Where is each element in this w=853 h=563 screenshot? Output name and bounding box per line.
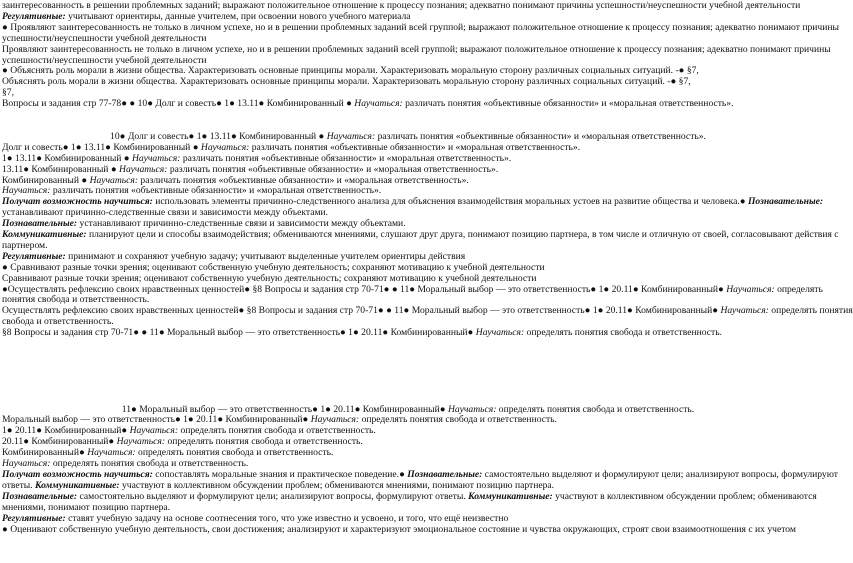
text-line: 11● Моральный выбор — это ответственность● 1● 20.11● Комбинированный● Научаться: определять понятия свобода и ответственность. — [121, 403, 695, 415]
text-line: §8 Вопросы и задания стр 70-71● ● 11● Моральный выбор — это ответственность● 1● 20.11● Комбинированный● Научаться: определять понятия свобода и ответственность. — [2, 327, 722, 339]
text-line: Регулятивные: принимают и сохраняют учебную задачу; учитывают выделенные учителем ориентиры действия — [2, 250, 466, 262]
text-line — [2, 361, 814, 372]
text-line: Коммуникативные: планируют цели и способы взаимодействия; обмениваются мнениями, слушают друг друга, понимают позицию партнера, в том числе и отличную от своей, согласовывают действия с — [2, 229, 839, 241]
text-line: ● Объяснять роль морали в жизни общества. Характеризовать основные принципы морали. Характеризовать моральную сторону различных социальных ситуаций. -● §7, — [2, 65, 699, 77]
text-line: заинтересованность в решении проблемных заданий; выражают положительное отношение к процессу познания; адекватно понимают причины успешности/неуспешности учебной деятельности — [2, 0, 801, 11]
text-line: Регулятивные: ставят учебную задачу на основе соотнесения того, что уже известно и усвоено, и того, что ещё неизвестно — [2, 512, 509, 524]
text-line: Познавательные: самостоятельно выделяют и формулируют цели; анализируют вопросы, формулируют ответы. Коммуникативные: участвуют в коллективном обсуждении проблем; обмениваются — [2, 490, 817, 502]
text-line: 13.11● Комбинированный ● Научаться: различать понятия «объективные обязанности» и «моральная ответственность». — [2, 163, 499, 175]
text-line — [2, 372, 814, 383]
text-line: устанавливают причинно-следственные связи и зависимости между объектами. — [2, 207, 329, 219]
text-line: Получат возможность научиться: сопоставлять моральные знания и практическое поведение.● Познавательные: самостоятельно выделяют и формулируют цели; анализируют вопросы, формулируют — [2, 468, 838, 480]
text-line — [2, 339, 814, 350]
text-line: ● Сравнивают разные точки зрения; оценивают собственную учебную деятельность; сохраняют мотивацию к учебной деятельности — [2, 261, 545, 273]
text-line: Получат возможность научиться: использовать элементы причинно-следственного анализа для объяснения взаимодействия моральных устоев на развитие общества и человека.● Познавательные: — [2, 196, 824, 208]
text-line: понятия свобода и ответственность. — [2, 294, 150, 306]
text-line: 1● 20.11● Комбинированный● Научаться: определять понятия свобода и ответственность. — [2, 425, 376, 437]
text-line: Долг и совесть● 1● 13.11● Комбинированный ● Научаться: различать понятия «объективные обязанности» и «моральная ответственность». — [2, 141, 581, 153]
text-line: Комбинированный ● Научаться: различать понятия «объективные обязанности» и «моральная ответственность». — [2, 174, 469, 186]
text-line — [2, 394, 814, 405]
text-line — [2, 350, 814, 361]
text-line: Сравнивают разные точки зрения; оценивают собственную учебную деятельность; сохраняют мотивацию к учебной деятельности — [2, 272, 537, 284]
text-line: 20.11● Комбинированный● Научаться: определять понятия свобода и ответственность. — [2, 436, 363, 448]
text-line: 10● Долг и совесть● 1● 13.11● Комбинированный ● Научаться: различать понятия «объективные обязанности» и «моральная ответственность». — [110, 130, 706, 142]
text-line — [2, 383, 814, 394]
text-line: ● Проявляют заинтересованность не только в личном успехе, но и в решении проблемных заданий всей группой; выражают положительное отношение к процессу познания; адекватно понимают причины — [2, 21, 839, 33]
text-line: Проявляют заинтересованность не только в личном успехе, но и в решении проблемных заданий всей группой; выражают положительное отношение к процессу познания; адекватно понимают причины — [2, 43, 831, 55]
text-line: §7, — [2, 87, 14, 99]
text-line: ●Осуществлять рефлексию своих нравственных ценностей● §8 Вопросы и задания стр 70-71● ● 11● Моральный выбор — это ответственность● 1● 20.11● Комбинированный● Научаться: определять — [2, 283, 823, 295]
text-line: Вопросы и задания стр 77-78● ● 10● Долг и совесть● 1● 13.11● Комбинированный ● Научаться: различать понятия «объективные обязанности» и «моральная ответственность». — [2, 98, 734, 110]
text-line: Объяснять роль морали в жизни общества. Характеризовать основные принципы морали. Характеризовать моральную сторону различных социальных ситуаций. -● §7, — [2, 76, 691, 88]
text-line: 1● 13.11● Комбинированный ● Научаться: различать понятия «объективные обязанности» и «моральная ответственность». — [2, 152, 512, 164]
text-line: успешности/неуспешности учебной деятельности — [2, 32, 207, 44]
text-line: Научаться: определять понятия свобода и ответственность. — [2, 458, 249, 470]
text-line: Регулятивные: учитывают ориентиры, данные учителем, при освоении нового учебного материала — [2, 10, 411, 22]
text-line: Комбинированный● Научаться: определять понятия свобода и ответственность. — [2, 447, 334, 459]
text-line: Осуществлять рефлексию своих нравственных ценностей● §8 Вопросы и задания стр 70-71● ● 11● Моральный выбор — это ответственность● 1● 20.11● Комбинированный● Научаться: определять понятия — [2, 305, 853, 317]
text-line: партнером. — [2, 239, 48, 251]
text-line: мнениями, понимают позицию партнера. — [2, 501, 171, 513]
text-line: успешности/неуспешности учебной деятельности — [2, 54, 207, 66]
text-line — [2, 110, 814, 121]
text-line: Познавательные: устанавливают причинно-следственные связи и зависимости между объектами. — [2, 218, 406, 230]
text-line: Научаться: различать понятия «объективные обязанности» и «моральная ответственность». — [2, 185, 382, 197]
text-line: ответы. Коммуникативные: участвуют в коллективном обсуждении проблем; обмениваются мнениями, понимают позицию партнера. — [2, 479, 555, 491]
text-line: ● Оценивают собственную учебную деятельность, свои достижения; анализируют и характеризуют эмоциональное состояние и чувства окружающих, строят свои взаимоотношения с их учетом — [2, 523, 796, 535]
text-line: свобода и ответственность. — [2, 316, 114, 328]
text-line: Моральный выбор — это ответственность● 1● 20.11● Комбинированный● Научаться: определять понятия свобода и ответственность. — [2, 414, 557, 426]
